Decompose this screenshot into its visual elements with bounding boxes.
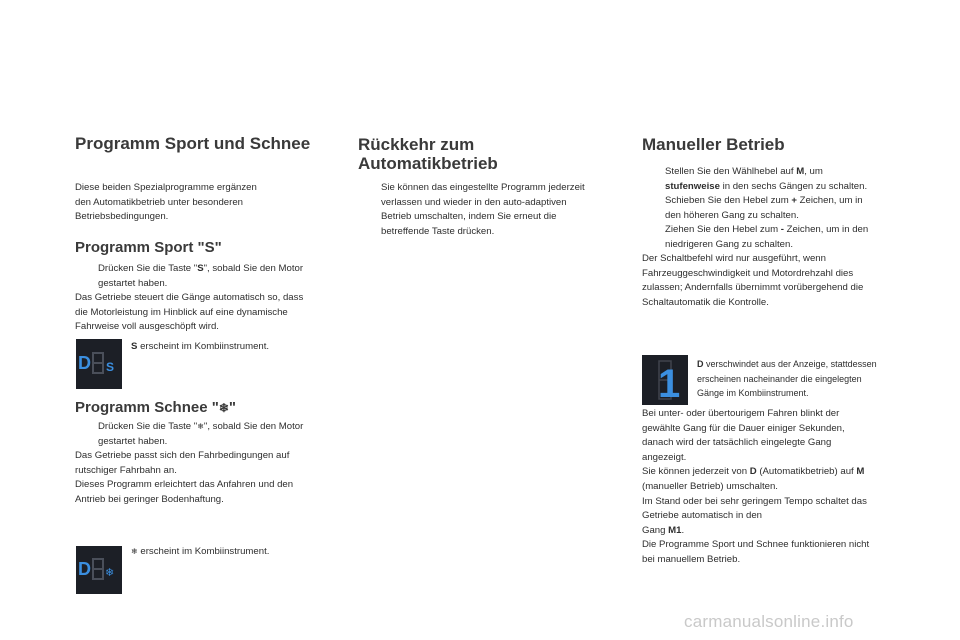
- manual-text-line: Bei unter- oder übertourigem Fahren blinkt der: [642, 408, 840, 419]
- manual-bullet-text: Schieben Sie den Hebel zum: [665, 195, 792, 206]
- manual-text: .: [681, 524, 685, 536]
- snowflake-icon: ❄: [197, 422, 204, 431]
- key-label: +: [791, 195, 798, 206]
- sport-bullet-text: ", sobald Sie den Motor: [203, 263, 304, 274]
- sport-caption: [131, 340, 269, 355]
- snow-body-line: Antrieb bei geringer Bodenhaftung.: [75, 493, 224, 505]
- manual-text: (Automatikbetrieb) auf: [756, 466, 857, 478]
- caption-key: D: [697, 359, 704, 369]
- snow-heading: [75, 399, 236, 416]
- caption-text: erscheinen nacheinander die eingelegten: [697, 373, 862, 384]
- snow-body-line: rutschiger Fahrbahn an.: [75, 464, 177, 476]
- sport-body: [75, 291, 303, 335]
- manual-text-line: Schaltautomatik die Kontrolle.: [642, 296, 769, 308]
- manual-bullet-text: den höheren Gang zu schalten.: [665, 209, 799, 221]
- manual-text-line: gewählte Gang für die Dauer einiger Sekunden,: [642, 422, 845, 434]
- manual-display-icon: [642, 355, 688, 405]
- manual-text-line: Fahrzeuggeschwindigkeit und Motordrehzahl dies: [642, 267, 854, 279]
- manual-bullet-text: Ziehen Sie den Hebel zum: [665, 224, 781, 235]
- key-label: M1: [668, 524, 682, 536]
- return-auto-text: verlassen und wieder in den auto-adaptiven: [381, 196, 567, 208]
- manual-text-line: zulassen; Andernfalls übernimmt vorübergehend die: [642, 282, 864, 294]
- manual-bullet-3: [642, 223, 912, 253]
- key-label: M: [856, 466, 865, 478]
- watermark: carmanualsonline.info: [684, 612, 854, 631]
- section-title-line: Automatikbetrieb: [358, 154, 498, 173]
- svg-text:S: S: [106, 360, 115, 374]
- return-auto-text: Sie können das eingestellte Programm jederzeit: [381, 182, 585, 193]
- snow-body-line: Dieses Programm erleichtert das Anfahren und den: [75, 479, 294, 491]
- manual-text: Sie können jederzeit von: [642, 466, 750, 478]
- manual-bullet-text: in den sechs Gängen zu schalten.: [719, 180, 868, 192]
- return-auto-text: betreffende Taste drücken.: [381, 225, 495, 237]
- sport-display-image: [76, 339, 122, 389]
- svg-text:D: D: [78, 353, 91, 373]
- manual-text-line: angezeigt.: [642, 451, 687, 463]
- section-title-return-auto: [358, 135, 498, 173]
- snow-bullet-text: gestartet haben.: [98, 435, 168, 447]
- sport-caption-key: S: [131, 341, 138, 352]
- intro-line: Betriebsbedingungen.: [75, 211, 169, 223]
- manual-display-image: [642, 355, 688, 405]
- manual-bullet-text: niedrigeren Gang zu schalten.: [665, 238, 793, 250]
- snow-bullet-text: ", sobald Sie den Motor: [203, 421, 304, 432]
- manual-paragraph-1: [642, 252, 863, 310]
- svg-text:D: D: [78, 559, 91, 579]
- sport-body-line: die Motorleistung im Hinblick auf eine dynamische: [75, 306, 288, 318]
- sport-display-icon: [76, 339, 122, 389]
- snowflake-icon: ❄: [131, 547, 138, 556]
- intro-line: Diese beiden Spezialprogramme ergänzen: [75, 182, 257, 193]
- manual-bullet-text: Zeichen, um in den: [783, 224, 869, 235]
- snow-heading-text: Programm Schnee ": [75, 399, 219, 416]
- snow-display-icon: [76, 546, 122, 594]
- caption-text: verschwindet aus der Anzeige, stattdessen: [703, 359, 877, 369]
- return-auto-bullet: [358, 181, 628, 241]
- section-title-sport-snow: Programm Sport und Schnee: [75, 134, 311, 153]
- manual-emphasis: stufenweise: [665, 180, 720, 192]
- snow-bullet-text: Drücken Sie die Taste ": [98, 421, 198, 432]
- sport-heading: Programm Sport "S": [75, 239, 222, 256]
- manual-text-line: (manueller Betrieb) umschalten.: [642, 480, 778, 492]
- manual-text-line: Der Schaltbefehl wird nur ausgeführt, wenn: [642, 253, 826, 264]
- manual-bullet-1: [642, 165, 912, 195]
- manual-bullet-2: [642, 194, 912, 224]
- sport-bullet: [75, 262, 345, 292]
- sport-body-line: Das Getriebe steuert die Gänge automatisch so, dass: [75, 292, 304, 303]
- sport-key-label: S: [197, 263, 204, 274]
- intro-line: den Automatikbetrieb unter besonderen: [75, 196, 244, 208]
- snow-caption: [131, 545, 269, 560]
- svg-text:❄: ❄: [105, 566, 115, 579]
- snowflake-icon: ❄: [218, 401, 229, 415]
- snow-caption-text: erscheint im Kombiinstrument.: [137, 546, 270, 557]
- snow-display-image: [76, 546, 122, 594]
- manual-text-line: Im Stand oder bei sehr geringem Tempo schaltet das: [642, 495, 867, 507]
- sport-bullet-text: Drücken Sie die Taste ": [98, 263, 198, 274]
- key-label: M: [796, 166, 805, 177]
- manual-text-line: danach wird der tatsächlich eingelegte Gang: [642, 437, 832, 449]
- manual-paragraph-2: [642, 407, 869, 568]
- manual-bullet-text: Stellen Sie den Wählhebel auf: [665, 166, 797, 177]
- return-auto-text: Betrieb umschalten, indem Sie erneut die: [381, 211, 557, 223]
- manual-caption: [697, 357, 877, 401]
- snow-body-line: Das Getriebe passt sich den Fahrbedingungen auf: [75, 450, 290, 461]
- snow-body: [75, 449, 293, 507]
- manual-text-line: bei manuellem Betrieb.: [642, 553, 741, 565]
- manual-text-line: Die Programme Sport und Schnee funktionieren nicht: [642, 539, 870, 551]
- sport-caption-text: erscheint im Kombiinstrument.: [137, 341, 270, 352]
- manual-bullet-text: , um: [804, 166, 823, 177]
- snow-heading-text: ": [228, 399, 237, 416]
- manual-text-line: Getriebe automatisch in den: [642, 510, 762, 522]
- svg-text:1: 1: [658, 362, 681, 405]
- manual-bullet-text: Zeichen, um in: [797, 195, 863, 206]
- sport-body-line: Fahrweise voll ausgeschöpft wird.: [75, 321, 219, 333]
- intro-paragraph: [75, 181, 257, 225]
- key-label: D: [749, 466, 757, 478]
- section-title-line: Rückkehr zum: [358, 135, 475, 154]
- key-label: -: [780, 224, 784, 235]
- sport-bullet-text: gestartet haben.: [98, 277, 168, 289]
- section-title-manual: Manueller Betrieb: [642, 135, 785, 154]
- manual-text: Gang: [642, 524, 669, 536]
- caption-text: Gänge im Kombiinstrument.: [697, 388, 809, 398]
- snow-bullet: [75, 420, 345, 450]
